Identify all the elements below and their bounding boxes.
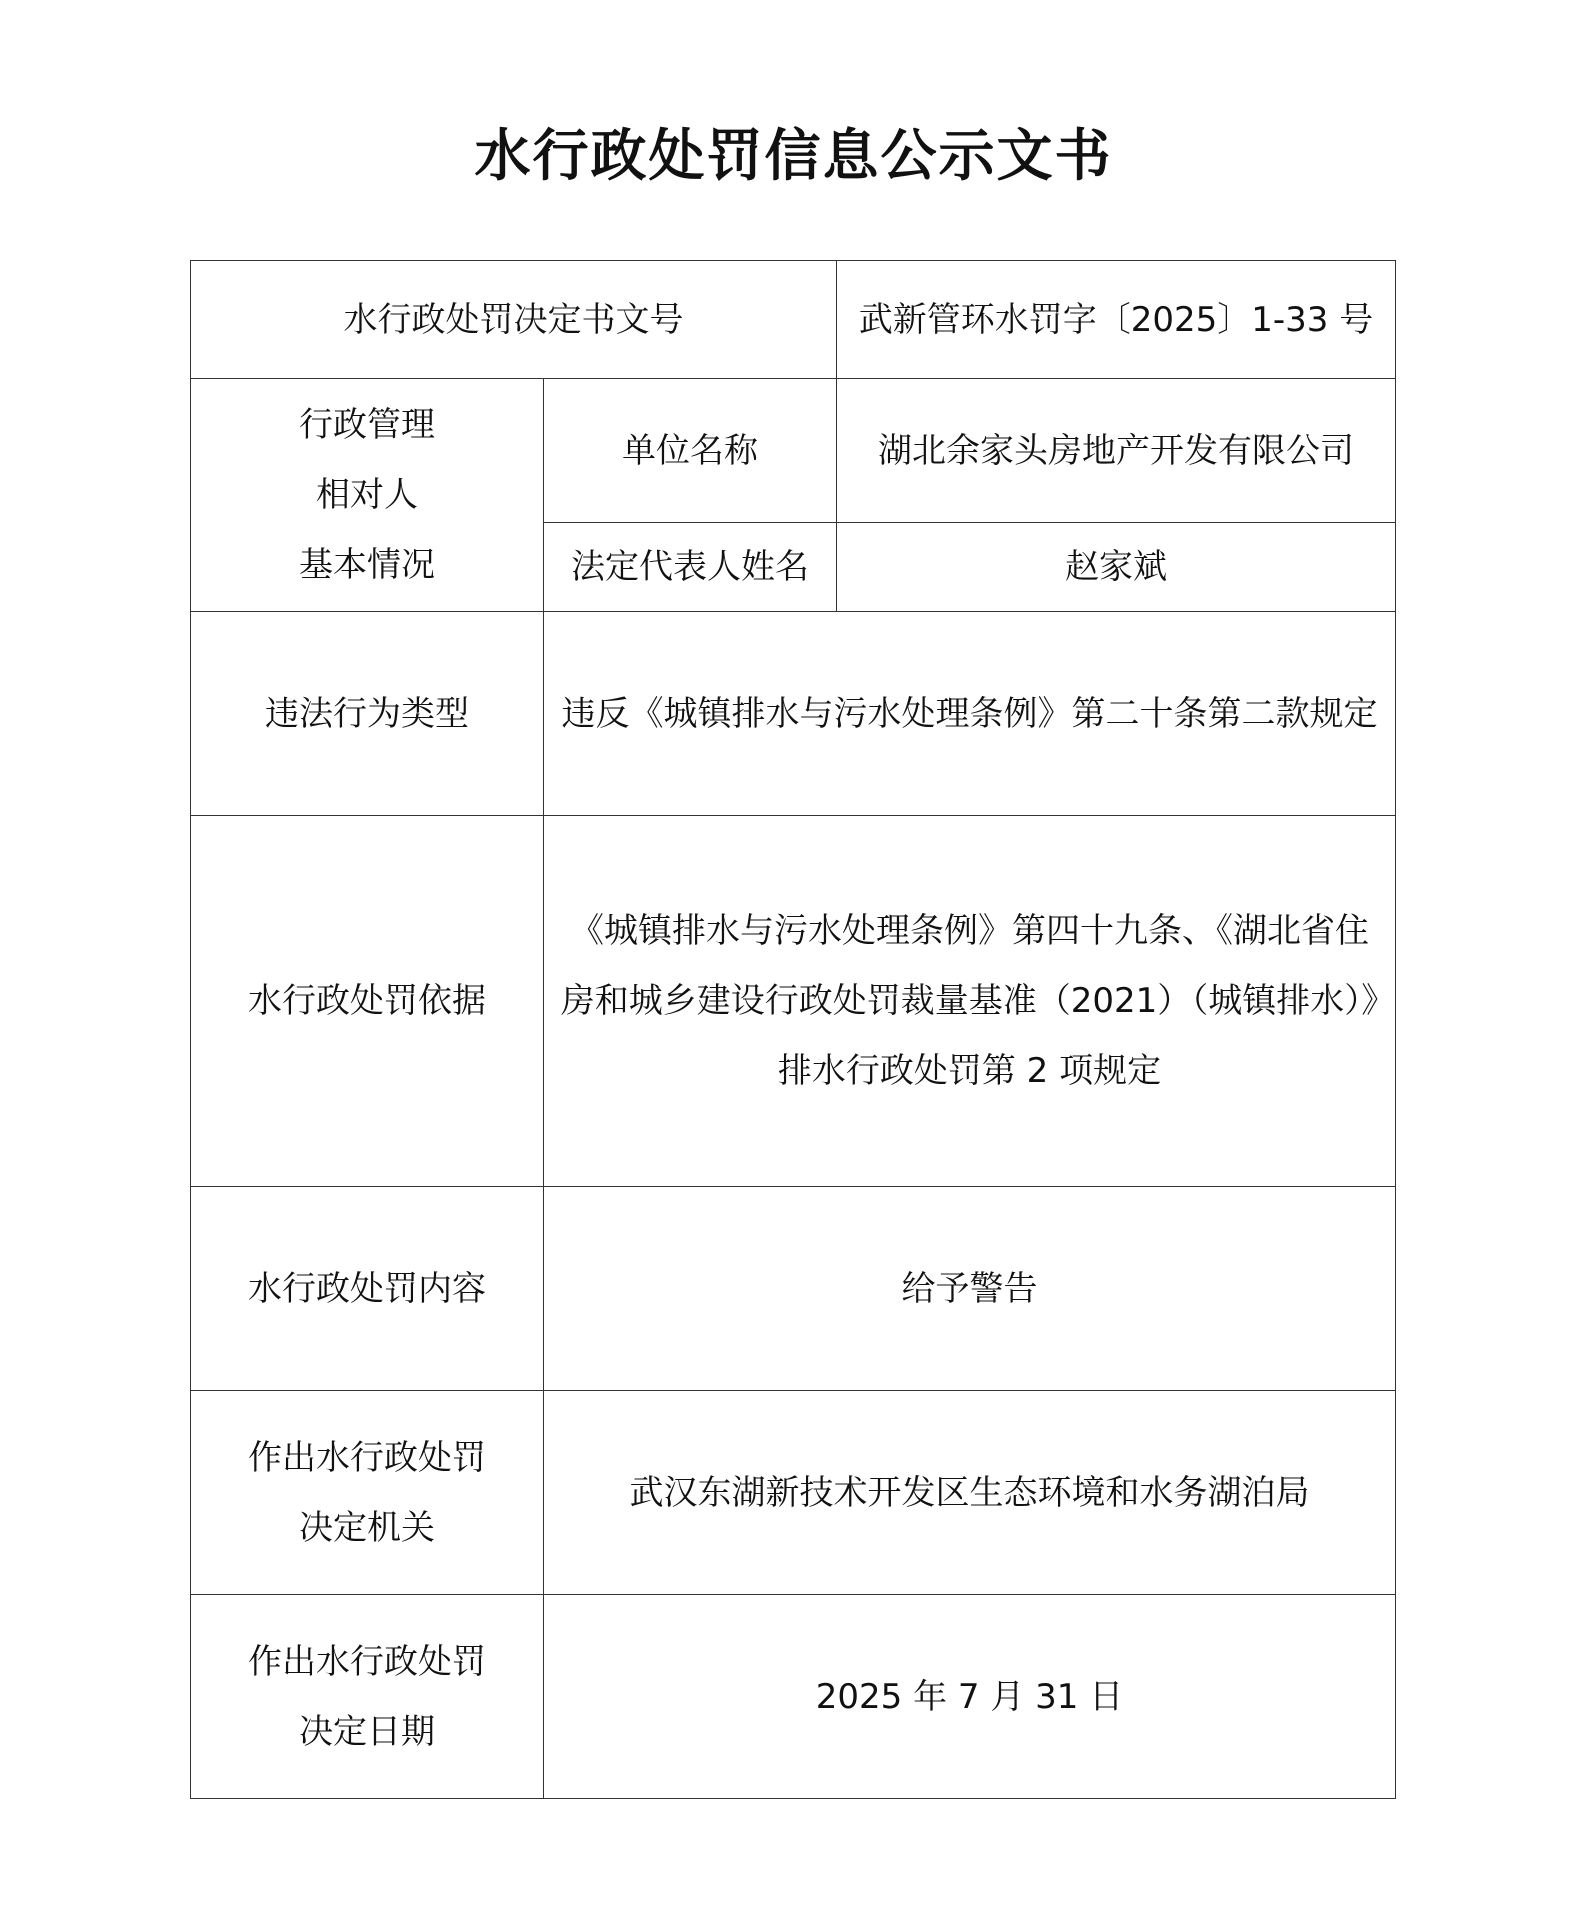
basis-label: 水行政处罚依据 <box>191 816 544 1187</box>
penalty-info-table <box>190 260 1396 1799</box>
content-label: 水行政处罚内容 <box>191 1187 544 1391</box>
date-value: 2025 年 7 月 31 日 <box>544 1595 1396 1799</box>
page-title: 水行政处罚信息公示文书 <box>474 123 1113 189</box>
unit-name-value: 湖北余家头房地产开发有限公司 <box>837 379 1396 523</box>
violation-type-value: 违反《城镇排水与污水处理条例》第二十条第二款规定 <box>544 612 1396 816</box>
table-row-authority <box>191 1391 1396 1595</box>
date-label <box>191 1595 544 1799</box>
unit-name-label: 单位名称 <box>544 379 837 523</box>
table-row-basis <box>191 816 1396 1187</box>
content-value: 给予警告 <box>544 1187 1396 1391</box>
table-row-violation-type <box>191 612 1396 816</box>
decision-no-label: 水行政处罚决定书文号 <box>191 261 837 379</box>
table-row-decision-no <box>191 261 1396 379</box>
date-label-line-1: 作出水行政处罚 <box>248 1641 486 1682</box>
authority-label-line-2: 决定机关 <box>299 1507 435 1548</box>
authority-label <box>191 1391 544 1595</box>
table-row-content <box>191 1187 1396 1391</box>
party-label-line-3: 基本情况 <box>299 545 435 585</box>
party-label-line-2: 相对人 <box>316 475 418 515</box>
party-label-line-1: 行政管理 <box>299 405 435 445</box>
decision-no-value: 武新管环水罚字〔2025〕1-33 号 <box>837 261 1396 379</box>
legal-rep-value: 赵家斌 <box>837 523 1396 612</box>
date-label-line-2: 决定日期 <box>299 1711 435 1752</box>
authority-label-line-1: 作出水行政处罚 <box>248 1437 486 1478</box>
basis-value: 《城镇排水与污水处理条例》第四十九条、《湖北省住房和城乡建设行政处罚裁量基准（2021）（城镇排水）》排水行政处罚第 2 项规定 <box>544 816 1396 1187</box>
party-info-label <box>191 379 544 612</box>
legal-rep-label: 法定代表人姓名 <box>544 523 837 612</box>
table-row-unit-name <box>191 379 1396 523</box>
authority-value: 武汉东湖新技术开发区生态环境和水务湖泊局 <box>544 1391 1396 1595</box>
table-row-date <box>191 1595 1396 1799</box>
violation-type-label: 违法行为类型 <box>191 612 544 816</box>
